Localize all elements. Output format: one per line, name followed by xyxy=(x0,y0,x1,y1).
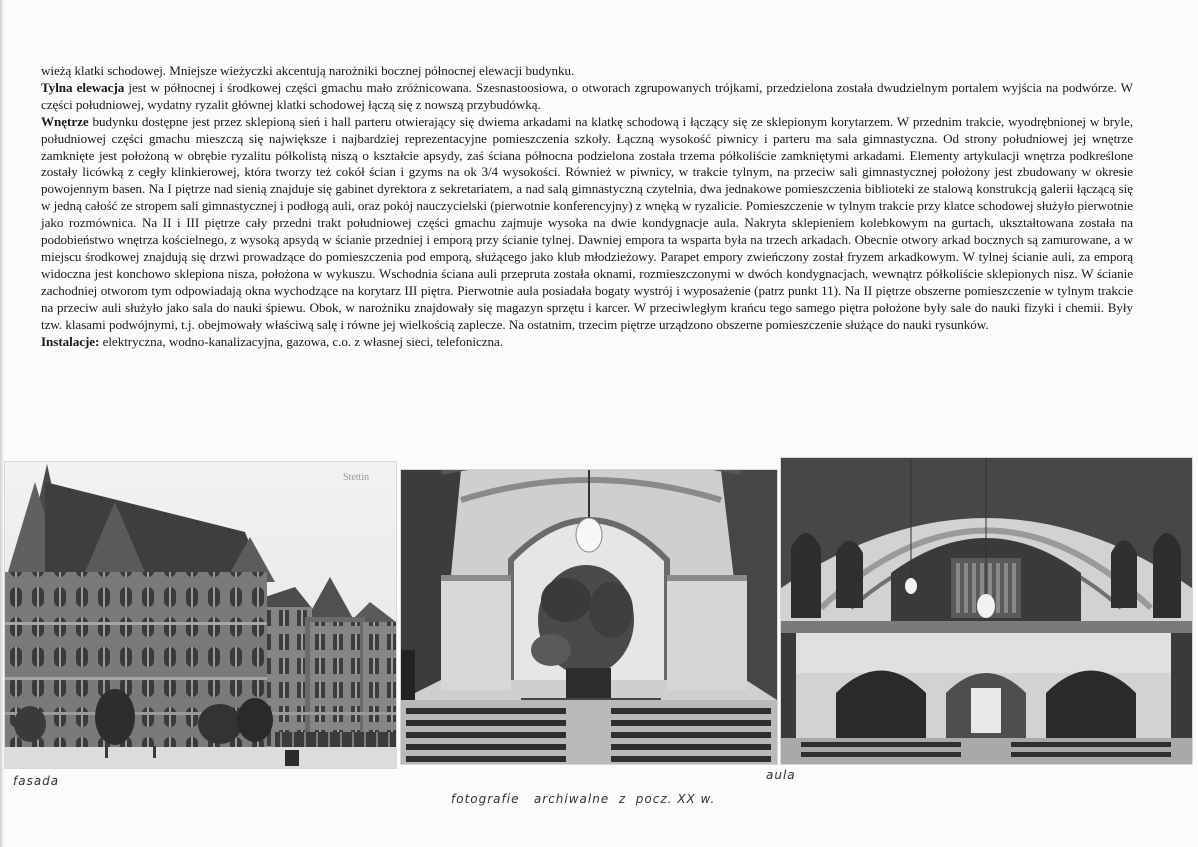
paragraph-text: jest w północnej i środkowej części gmachu mało zróżnicowana. Szesnastoosiowa, o otworach zgrupowanych trójkami, przedzielona została dwudzielnym portalem wyjścia na podwórze. W części południowej, wydatny ryzalit głównej klatki schodowej łączą się z nowszą przybudówką. xyxy=(41,79,1133,112)
paragraph-label: Wnętrze xyxy=(41,113,89,129)
facade-photo-image xyxy=(5,462,396,768)
paragraph-text: wieżą klatki schodowej. Mniejsze wieżyczki akcentują narożniki bocznej północnej elewacji budynku. xyxy=(41,63,575,78)
interior-apse-photo xyxy=(400,469,778,765)
paragraph-interior xyxy=(41,114,1133,334)
paragraph-label: Tylna elewacja xyxy=(41,79,125,95)
body-text xyxy=(41,63,1133,350)
aula-photo-image xyxy=(781,458,1192,764)
facade-stamp: Stettin xyxy=(343,472,370,483)
facade-photo xyxy=(4,461,397,769)
archival-photos-caption: fotografie archiwalne z pocz. XX w. xyxy=(451,792,716,806)
facade-caption: fasada xyxy=(13,774,60,788)
paragraph-continuation xyxy=(41,63,1133,80)
paragraph-rear-elevation xyxy=(41,80,1133,114)
paragraph-text: budynku dostępne jest przez sklepioną sień i hall parteru otwierający się dwiema arkadami na klatkę schodową i łączący się ze sklepionym korytarzem. W przednim trakcie, wyodrębnionej w bryle, południowej części gmachu mieszczą się największe i najbardziej reprezentacyjne pomieszczenia szkoły. Łączną wysokość piwnicy i parteru ma sala gimnastyczna. Od strony południowej jej wnętrze zamknięte jest położoną w obrębie ryzalitu półkolistą niszą o kształcie apsydy, zaś ściana północna podzielona została trzema półkoliście zamkniętymi arkadami. Elementy artykulacji wnętrza podkreślone zostały licówką z cegły klinkierowej, która tworzy też cokół ścian i gzyms na ok 3/4 wysokości. Również w piwnicy, w trakcie tylnym, na przeciw sali gimnastycznej położony jest zbudowany w okresie powojennym basen. Na I piętrze nad sienią znajduje się gabinet dyrektora z sekretariatem, a nad salą gimnastyczną czytelnia, dwa jednakowe pomieszczenia biblioteki ze stalową konstrukcją galerii łączącą się w jedną całość ze stropem sali gimnastycznej i podłogą auli, oraz pokój nauczycielski (pierwotnie konferencyjny) z wnęką w ryzalicie. Pomieszczenie w tylnym trakcie przy klatce schodowej służyło pierwotnie jako rozmównica. Na II i III piętrze cały przedni trakt południowej części gmachu zajmuje wysoka na dwie kondygnacje aula. Nakryta sklepieniem kolebkowym na gurtach, ukształtowana została na podobieństwo wnętrza kościelnego, z wysoką apsydą w ścianie przedniej i emporą przy ścianie tylnej. Dawniej empora ta wsparta była na trzech arkadach. Obecnie otwory arkad bocznych są zamurowane, a w miejscu środkowej znajdują się drzwi prowadzące do pomieszczenia pod emporą, służącego jako klub młodzieżowy. Parapet empory zwieńczony został fryzem arkadkowym. W tylnej ścianie auli, za emporą widoczna jest konchowo sklepiona nisza, położona w wykuszu. Wschodnia ściana auli przepruta została oknami, rozmieszczonymi w dwóch kondygnacjach, wewnątrz półkoliście sklepionych nisz. W ścianie zachodniej otworom tym odpowiadają okna wychodzące na korytarz III piętra. Pierwotnie aula posiadała bogaty wystrój i wyposażenie (patrz punkt 11). Na II piętrze obszerne pomieszczenie w tylnym trakcie na przeciw auli służyło jako sala do nauki śpiewu. Obok, w narożniku znajdowały się magazyn sprzętu i karcer. W przeciwległym krańcu tego samego piętra położone były sale do nauki fizyki i chemii. Były tzw. klasami podwójnymi, t.j. obejmowały właściwą salę i równe jej wielkością zaplecze. Na ostatnim, trzecim piętrze urządzono obszerne pomieszczenie służące do nauki rysunków. xyxy=(41,113,1133,332)
aula-caption: aula xyxy=(766,768,796,782)
interior-apse-photo-image xyxy=(401,470,777,764)
paragraph-label: Instalacje: xyxy=(41,333,100,349)
paragraph-installations xyxy=(41,334,1133,351)
paragraph-text: elektryczna, wodno-kanalizacyjna, gazowa, c.o. z własnej sieci, telefoniczna. xyxy=(99,333,503,349)
aula-photo xyxy=(780,457,1193,765)
